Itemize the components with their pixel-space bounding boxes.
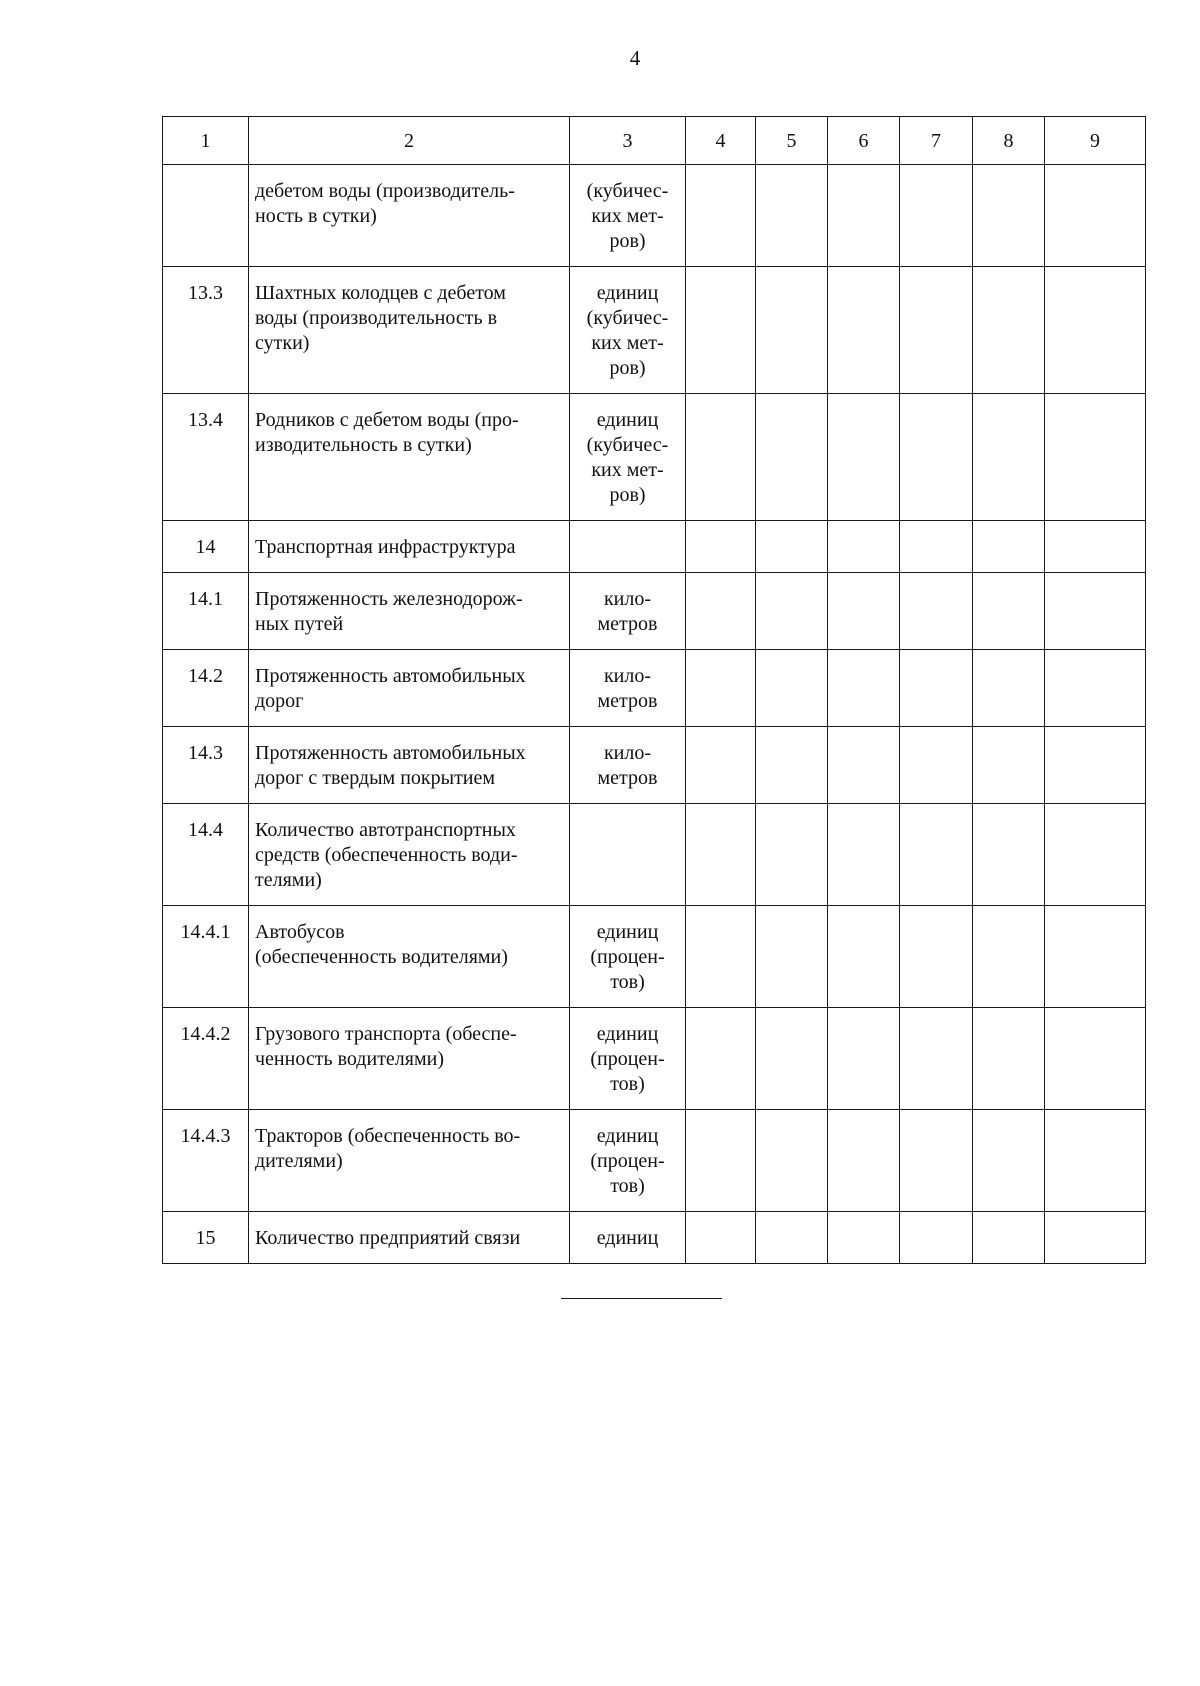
value-cell-col-4 <box>686 804 756 906</box>
value-cell-col-5 <box>756 1212 828 1264</box>
indicator-name-cell <box>249 165 570 267</box>
value-cell-col-6 <box>828 165 900 267</box>
header-cell-6: 6 <box>828 117 900 165</box>
row-number: 14.1 <box>188 588 223 610</box>
indicator-name-cell <box>249 804 570 906</box>
value-cell-col-5 <box>756 573 828 650</box>
value-cell-col-4 <box>686 573 756 650</box>
value-cell-col-7 <box>900 650 973 727</box>
table-row <box>163 521 1146 573</box>
value-cell-col-7 <box>900 267 973 394</box>
indicator-name: Протяженность автомобильных дорог с твердым покрытием <box>255 742 526 789</box>
unit-label: (кубичес- ких мет- ров) <box>586 180 669 252</box>
unit-cell <box>570 650 686 727</box>
value-cell-col-4 <box>686 521 756 573</box>
indicator-name: Грузового транспорта (обеспе- ченность водителями) <box>255 1023 517 1070</box>
row-number-cell <box>163 573 249 650</box>
table-header-row <box>163 117 1146 165</box>
value-cell-col-8 <box>973 906 1045 1008</box>
value-cell-col-5 <box>756 1110 828 1212</box>
value-cell-col-9 <box>1045 804 1146 906</box>
header-cell-5: 5 <box>756 117 828 165</box>
row-number-cell <box>163 906 249 1008</box>
value-cell-col-4 <box>686 267 756 394</box>
row-number: 14.4.1 <box>180 921 231 943</box>
unit-cell <box>570 1212 686 1264</box>
unit-cell <box>570 1110 686 1212</box>
value-cell-col-8 <box>973 165 1045 267</box>
indicator-name: Родников с дебетом воды (про- изводительность в сутки) <box>255 409 519 456</box>
value-cell-col-8 <box>973 1212 1045 1264</box>
row-number-cell <box>163 267 249 394</box>
value-cell-col-9 <box>1045 1008 1146 1110</box>
value-cell-col-8 <box>973 267 1045 394</box>
value-cell-col-4 <box>686 165 756 267</box>
row-number-cell <box>163 1212 249 1264</box>
indicator-name: Шахтных колодцев с дебетом воды (производительность в сутки) <box>255 282 506 354</box>
value-cell-col-9 <box>1045 573 1146 650</box>
header-cell-4: 4 <box>686 117 756 165</box>
unit-cell <box>570 267 686 394</box>
value-cell-col-5 <box>756 650 828 727</box>
value-cell-col-7 <box>900 394 973 521</box>
unit-label: единиц (процен- тов) <box>590 1023 665 1095</box>
row-number-cell <box>163 650 249 727</box>
indicator-name-cell <box>249 1008 570 1110</box>
table-body <box>163 117 1146 1264</box>
value-cell-col-7 <box>900 1110 973 1212</box>
value-cell-col-8 <box>973 727 1045 804</box>
unit-cell <box>570 573 686 650</box>
table-row <box>163 394 1146 521</box>
value-cell-col-7 <box>900 521 973 573</box>
value-cell-col-4 <box>686 1110 756 1212</box>
indicator-name: Протяженность железнодорож- ных путей <box>255 588 523 635</box>
value-cell-col-4 <box>686 727 756 804</box>
row-number: 14.3 <box>188 742 223 764</box>
value-cell-col-9 <box>1045 267 1146 394</box>
value-cell-col-7 <box>900 804 973 906</box>
row-number-cell <box>163 804 249 906</box>
value-cell-col-5 <box>756 165 828 267</box>
value-cell-col-6 <box>828 650 900 727</box>
header-cell-8: 8 <box>973 117 1045 165</box>
value-cell-col-6 <box>828 804 900 906</box>
indicator-name: Протяженность автомобильных дорог <box>255 665 526 712</box>
unit-cell <box>570 804 686 906</box>
value-cell-col-7 <box>900 727 973 804</box>
table-row <box>163 1212 1146 1264</box>
indicator-name-cell <box>249 906 570 1008</box>
value-cell-col-8 <box>973 650 1045 727</box>
indicator-name-cell <box>249 1212 570 1264</box>
value-cell-col-5 <box>756 267 828 394</box>
value-cell-col-5 <box>756 521 828 573</box>
table-row <box>163 650 1146 727</box>
unit-label: единиц (кубичес- ких мет- ров) <box>586 409 669 506</box>
data-table <box>162 116 1146 1264</box>
footer-separator-line <box>561 1298 722 1299</box>
unit-label <box>576 806 679 828</box>
row-number: 13.4 <box>188 409 223 431</box>
table-row <box>163 727 1146 804</box>
indicator-name: дебетом воды (производитель- ность в сутки) <box>255 180 515 227</box>
value-cell-col-6 <box>828 573 900 650</box>
value-cell-col-8 <box>973 394 1045 521</box>
row-number: 14.2 <box>188 665 223 687</box>
value-cell-col-5 <box>756 906 828 1008</box>
value-cell-col-9 <box>1045 650 1146 727</box>
row-number-cell <box>163 165 249 267</box>
value-cell-col-5 <box>756 1008 828 1110</box>
value-cell-col-9 <box>1045 1212 1146 1264</box>
value-cell-col-6 <box>828 394 900 521</box>
indicator-name: Тракторов (обеспеченность во- дителями) <box>255 1125 521 1172</box>
row-number-cell <box>163 521 249 573</box>
unit-label: единиц (кубичес- ких мет- ров) <box>586 282 669 379</box>
indicator-name-cell <box>249 1110 570 1212</box>
value-cell-col-9 <box>1045 906 1146 1008</box>
value-cell-col-6 <box>828 727 900 804</box>
row-number: 13.3 <box>188 282 223 304</box>
row-number-cell <box>163 727 249 804</box>
value-cell-col-4 <box>686 1008 756 1110</box>
value-cell-col-6 <box>828 1212 900 1264</box>
header-cell-1: 1 <box>163 117 249 165</box>
value-cell-col-8 <box>973 573 1045 650</box>
unit-cell <box>570 1008 686 1110</box>
row-number: 15 <box>195 1227 216 1249</box>
unit-cell <box>570 906 686 1008</box>
header-cell-7: 7 <box>900 117 973 165</box>
indicator-name: Транспортная инфраструктура <box>255 536 516 558</box>
unit-label: единиц (процен- тов) <box>590 921 665 993</box>
value-cell-col-4 <box>686 394 756 521</box>
value-cell-col-5 <box>756 394 828 521</box>
header-cell-9: 9 <box>1045 117 1146 165</box>
value-cell-col-5 <box>756 804 828 906</box>
unit-label: кило- метров <box>597 665 658 712</box>
row-number: 14 <box>195 536 216 558</box>
row-number: 14.4 <box>188 819 223 841</box>
value-cell-col-6 <box>828 906 900 1008</box>
value-cell-col-9 <box>1045 394 1146 521</box>
indicator-name-cell <box>249 573 570 650</box>
value-cell-col-7 <box>900 1212 973 1264</box>
row-number-cell <box>163 1110 249 1212</box>
value-cell-col-4 <box>686 1212 756 1264</box>
row-number: 14.4.3 <box>180 1125 231 1147</box>
value-cell-col-6 <box>828 1110 900 1212</box>
unit-cell <box>570 727 686 804</box>
value-cell-col-8 <box>973 1008 1045 1110</box>
indicator-name: Количество автотранспортных средств (обеспеченность води- телями) <box>255 819 518 891</box>
value-cell-col-7 <box>900 165 973 267</box>
indicator-name-cell <box>249 521 570 573</box>
value-cell-col-7 <box>900 1008 973 1110</box>
table-row <box>163 906 1146 1008</box>
indicator-name-cell <box>249 650 570 727</box>
header-cell-3: 3 <box>570 117 686 165</box>
row-number <box>169 167 242 189</box>
table-row <box>163 1110 1146 1212</box>
unit-label: кило- метров <box>597 742 658 789</box>
value-cell-col-5 <box>756 727 828 804</box>
value-cell-col-9 <box>1045 521 1146 573</box>
unit-cell <box>570 521 686 573</box>
unit-label: единиц <box>596 1227 659 1249</box>
unit-label <box>576 523 679 545</box>
page-number: 4 <box>629 46 641 70</box>
row-number-cell <box>163 1008 249 1110</box>
unit-label: кило- метров <box>597 588 658 635</box>
indicator-name-cell <box>249 727 570 804</box>
value-cell-col-6 <box>828 521 900 573</box>
row-number-cell <box>163 394 249 521</box>
value-cell-col-8 <box>973 521 1045 573</box>
table-row <box>163 1008 1146 1110</box>
value-cell-col-8 <box>973 804 1045 906</box>
indicator-name: Автобусов (обеспеченность водителями) <box>255 921 508 968</box>
unit-cell <box>570 165 686 267</box>
indicator-name-cell <box>249 394 570 521</box>
value-cell-col-9 <box>1045 1110 1146 1212</box>
unit-label: единиц (процен- тов) <box>590 1125 665 1197</box>
value-cell-col-6 <box>828 1008 900 1110</box>
header-cell-2: 2 <box>249 117 570 165</box>
value-cell-col-7 <box>900 906 973 1008</box>
table-row <box>163 804 1146 906</box>
value-cell-col-7 <box>900 573 973 650</box>
value-cell-col-8 <box>973 1110 1045 1212</box>
table-row <box>163 573 1146 650</box>
table-row <box>163 267 1146 394</box>
value-cell-col-9 <box>1045 165 1146 267</box>
value-cell-col-4 <box>686 650 756 727</box>
table-row <box>163 165 1146 267</box>
value-cell-col-6 <box>828 267 900 394</box>
value-cell-col-9 <box>1045 727 1146 804</box>
unit-cell <box>570 394 686 521</box>
indicator-name: Количество предприятий связи <box>255 1227 521 1249</box>
row-number: 14.4.2 <box>180 1023 231 1045</box>
indicator-name-cell <box>249 267 570 394</box>
value-cell-col-4 <box>686 906 756 1008</box>
